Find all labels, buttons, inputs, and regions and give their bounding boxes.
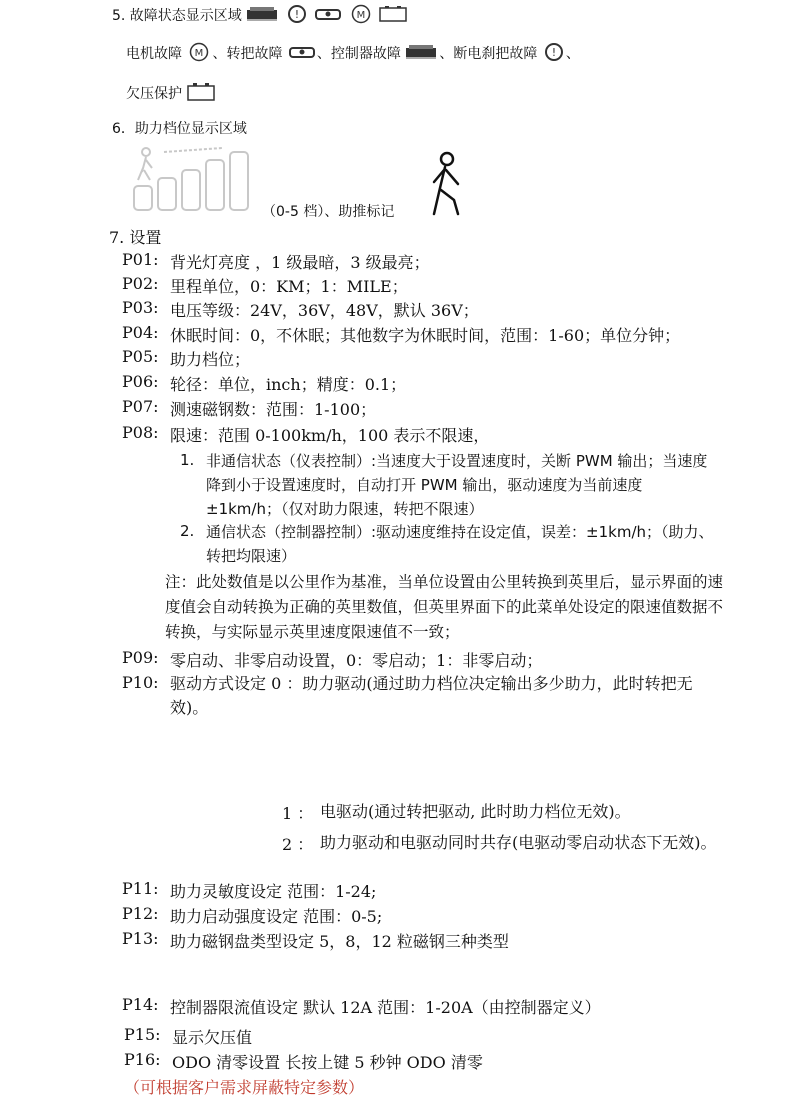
param-text: 助力档位；	[170, 350, 251, 369]
p08-sub2-num: 2.	[180, 522, 195, 540]
brake-fault-label: 、断电刹把故障	[439, 46, 538, 62]
section5-heading-text: 5. 故障状态显示区域	[112, 8, 242, 24]
gear-bars-icon	[130, 146, 254, 219]
param-code: P02:	[122, 274, 159, 293]
p08-sub1-text: 非通信状态（仪表控制）:当速度大于设置速度时，关断 PWM 输出；当速度降到小于设置速度时，自动打开 PWM 输出，驱动速度为当前速度±1km/h；（仅对助力限速，转把不限速）	[206, 452, 708, 518]
param-code: P08:	[122, 423, 159, 442]
walk-assist-icon	[422, 150, 472, 223]
motor-fault-label: 电机故障	[126, 46, 182, 62]
motor-icon	[348, 4, 374, 28]
svg-text:!: !	[551, 46, 557, 59]
p13-text: 助力磁钢盘类型设定 5，8，12 粒磁钢三种类型	[170, 932, 509, 951]
p12-text: 助力启动强度设定 范围：0-5;	[170, 907, 383, 926]
p10-opt2-text: 助力驱动和电驱动同时共存(电驱动零启动状态下无效)。	[320, 833, 717, 852]
param-text: 电压等级：24V，36V，48V，默认 36V；	[170, 301, 479, 320]
section6-heading: 6．助力档位显示区域	[112, 121, 247, 137]
param-code: P03:	[122, 298, 159, 317]
p10-text-content: 驱动方式设定 0 ：助力驱动(通过助力档位决定输出多少助力，此时转把无效)。	[170, 674, 693, 717]
motor-icon	[186, 42, 212, 66]
p16-text: ODO 清零设置 长按上键 5 秒钟 ODO 清零	[172, 1053, 483, 1072]
p16-code: P16:	[124, 1050, 161, 1069]
brake-icon	[285, 4, 309, 28]
param-code: P07:	[122, 397, 159, 416]
param-text: 休眠时间：0，不休眠；其他数字为休眠时间，范围：1-60；单位分钟；	[170, 326, 681, 345]
p14-text: 控制器限流值设定 默认 12A 范围：1-20A（由控制器定义）	[170, 998, 601, 1017]
param-text: 限速：范围 0-100km/h，100 表示不限速，	[170, 426, 490, 445]
p10-opt1-text: 电驱动(通过转把驱动, 此时助力档位无效)。	[320, 802, 631, 821]
section7-heading: 7. 设置	[109, 228, 162, 247]
gear-range-text: （0-5 档）、助推标记	[262, 204, 395, 220]
throttle-icon	[287, 43, 317, 65]
p12-code: P12:	[122, 904, 159, 923]
p13-code: P13:	[122, 929, 159, 948]
controller-fault-label: 、控制器故障	[316, 46, 401, 62]
brake-fault-tail: 、	[565, 46, 580, 62]
p14-code: P14:	[122, 995, 159, 1014]
battery-low-icon	[186, 82, 216, 106]
param-code: P04:	[122, 323, 159, 342]
throttle-icon	[313, 5, 343, 27]
p09-code: P09:	[122, 648, 159, 667]
param-text: 测速磁钢数：范围：1-100；	[170, 400, 377, 419]
param-code: P05:	[122, 347, 159, 366]
battery-low-icon	[378, 5, 408, 27]
footer-note: （可根据客户需求屏蔽特定参数）	[124, 1078, 365, 1097]
p10-code: P10:	[122, 673, 159, 692]
param-code: P01:	[122, 250, 159, 269]
fault-list-line	[126, 42, 580, 66]
section5-heading	[112, 4, 408, 28]
param-code: P06:	[122, 372, 159, 391]
svg-text:M: M	[356, 10, 365, 21]
p15-text: 显示欠压值	[172, 1028, 253, 1047]
p08-note: 注：此处数值是以公里作为基准，当单位设置由公里转换到英里后，显示界面的速度值会自动转换为正确的英里数值，但英里界面下的此菜单处设定的限速值数据不转换，与实际显示英里速度限速值不一致；	[165, 573, 724, 641]
p08-sub2-text: 通信状态（控制器控制）:驱动速度维持在设定值，误差：±1km/h；（助力、转把均限速）	[206, 523, 714, 565]
p09-text: 零启动、非零启动设置，0：零启动；1：非零启动；	[170, 651, 543, 670]
param-text: 轮径：单位，inch；精度：0.1；	[170, 375, 407, 394]
param-text: 里程单位，0：KM；1：MILE；	[170, 277, 408, 296]
p11-text: 助力灵敏度设定 范围：1-24;	[170, 882, 377, 901]
undervoltage-line	[126, 82, 216, 106]
throttle-fault-label: 、转把故障	[212, 46, 283, 62]
svg-text:!: !	[294, 8, 299, 21]
controller-icon	[405, 43, 439, 65]
p11-code: P11:	[122, 879, 159, 898]
controller-icon	[246, 5, 280, 27]
undervoltage-label: 欠压保护	[126, 86, 182, 102]
brake-icon	[542, 42, 566, 66]
p10-text	[170, 672, 722, 720]
p08-sub1-num: 1.	[180, 451, 195, 469]
param-text: 背光灯亮度 ，1 级最暗，3 级最亮；	[170, 253, 430, 272]
svg-text:M: M	[195, 48, 204, 59]
p15-code: P15:	[124, 1025, 161, 1044]
p10-opt2-num: 2 ：	[282, 835, 314, 854]
p10-opt1-num: 1 ：	[282, 804, 314, 823]
